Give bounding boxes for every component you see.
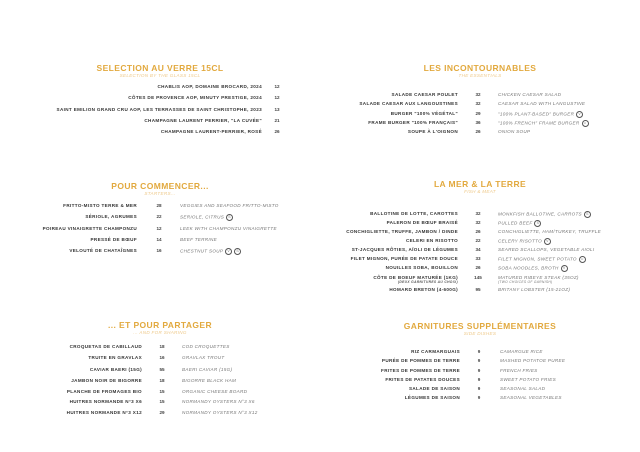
item-name-text: LÉGUMES DE SAISON (404, 395, 460, 400)
seasonal-icon: S (534, 220, 541, 227)
item-english (498, 92, 561, 97)
item-name (0, 248, 137, 253)
item-english-text: SEASONAL SALAD (500, 386, 546, 391)
item-price: 55 (159, 367, 165, 372)
item-english (500, 377, 556, 382)
menu-item (218, 101, 585, 106)
item-name (0, 203, 137, 208)
wine-section-subtitle: SELECTION BY THE GLASS 15CL (119, 73, 201, 78)
item-english (498, 111, 583, 118)
item-english (500, 349, 543, 354)
item-price: 12 (274, 95, 280, 100)
item-english-text: SEARED SCALLOPS, VEGETABLE AIOLI (498, 247, 595, 252)
mains-section-subtitle: FISH & MEAT (464, 189, 496, 194)
item-name (0, 237, 137, 242)
item-name-text: CÔTES DE PROVENCE AOP, MINUTY PRESTIGE, 2024 (128, 95, 262, 100)
item-price: 18 (159, 378, 165, 383)
item-name-text: FRITES DE PATATES DOUCES (385, 377, 460, 382)
item-name-text: CÔTE DE BOEUF MATURÉE (1KG) (373, 275, 458, 280)
menu-item (0, 214, 233, 221)
menu-item (0, 410, 258, 415)
item-name-text: SALADE CAESAR AUX LANGOUSTINES (359, 101, 458, 106)
item-price: 22 (156, 214, 162, 219)
item-price: 14 (156, 237, 162, 242)
item-price: 32 (475, 211, 481, 216)
essentials-section-subtitle: THE ESSENTIALS (458, 73, 502, 78)
menu-item (218, 220, 541, 227)
menu-item (0, 355, 224, 360)
item-price: 26 (475, 265, 481, 270)
item-english-text: MONKFISH BALLOTINE, CARROTS (498, 211, 582, 217)
item-price: 13 (274, 107, 280, 112)
item-name-text: RIZ CARMARGUAIS (411, 349, 460, 354)
item-english-text: SOBA NOODLES, BROTH (498, 265, 559, 271)
menu-item (218, 247, 594, 252)
item-name (0, 226, 137, 231)
item-english (498, 238, 551, 245)
item-name-text: SOUPE À L'OIGNON (407, 129, 458, 134)
item-english (500, 358, 565, 363)
item-english-text: CAESAR SALAD WITH LANGUSTINE (498, 101, 586, 106)
menu-item (0, 378, 236, 383)
item-english-text: SERIOLE, CITRUS (180, 214, 225, 220)
item-price: 26 (475, 229, 481, 234)
essentials-section-title: LES INCONTOURNABLES (423, 63, 537, 73)
item-price: 9 (477, 368, 481, 373)
sides-section-title: GARNITURES SUPPLÉMENTAIRES (403, 321, 557, 331)
menu-item (0, 399, 255, 404)
item-english-note: (TWO CHOICES OF GARNISH) (498, 280, 553, 284)
item-name (220, 368, 460, 373)
item-name-text: CHAMPAGNE LAURENT PERRIER, "LA CUVÉE" (144, 118, 262, 123)
menu-item (0, 367, 232, 372)
starters-section-title: POUR COMMENCER... (111, 181, 209, 191)
item-name (220, 377, 460, 382)
item-english-text: PULLED BEEF (498, 220, 533, 226)
item-english-text: BRITANY LOBSTER (15-21OZ) (498, 287, 571, 292)
item-name (218, 111, 458, 116)
item-price: 15 (159, 389, 165, 394)
item-price: 15 (159, 399, 165, 404)
menu-item (218, 229, 601, 234)
item-price: 16 (156, 248, 162, 253)
seasonal-icon: S (584, 211, 591, 218)
item-name (0, 367, 142, 372)
item-name-text: SÉRIOLE, AGRUMES (85, 214, 137, 219)
item-english-text: BIGORRE BLACK HAM (182, 378, 237, 383)
item-english (498, 256, 586, 263)
item-english-text: LEEK WITH CHAMPONZU VINAIGRETTE (180, 226, 277, 231)
item-name-text: JAMBON NOIR DE BIGORRE (71, 378, 142, 383)
menu-item (218, 92, 561, 97)
item-english-text: NORMANDY OYSTERS N°3 X12 (182, 410, 258, 415)
item-english (500, 368, 538, 373)
menu-item (220, 358, 565, 363)
menu-item (218, 275, 579, 284)
item-price: 12 (156, 226, 162, 231)
item-english (498, 120, 589, 127)
menu-item (22, 84, 282, 89)
item-note: (DEUX GARNITURES AU CHOIX) (397, 280, 458, 284)
sides-section-subtitle: SIDE DISHES (463, 331, 497, 336)
item-name-text: POIREAU VINAIGRETTE CHAMPONZU (42, 226, 137, 231)
item-english-text: SEASONAL VEGETABLES (500, 395, 562, 400)
menu-item (220, 349, 543, 354)
item-name (0, 399, 142, 404)
item-price: 26 (274, 129, 280, 134)
item-name (220, 395, 460, 400)
item-name-text: HOMARD BRETON (4-600G) (389, 287, 458, 292)
item-english-text: CAMARGUE RICE (500, 349, 543, 354)
item-english (498, 220, 541, 227)
item-price: 34 (475, 247, 481, 252)
item-name (0, 389, 142, 394)
item-english-text: VEGGIES AND SEAFOOD FRITTO-MISTO (180, 203, 279, 208)
item-english-text: FRENCH FRIES (500, 368, 538, 373)
vegetarian-icon: V (576, 111, 583, 118)
item-name (218, 265, 458, 270)
item-name-text: PURÉE DE POMMES DE TERRE (381, 358, 460, 363)
item-name (218, 238, 458, 243)
item-name (220, 386, 460, 391)
item-price: 9 (477, 377, 481, 382)
item-price: 9 (477, 358, 481, 363)
item-price: 32 (475, 92, 481, 97)
item-name (218, 211, 458, 216)
seasonal-icon: S (234, 248, 241, 255)
mains-section-title: LA MER & LA TERRE (433, 179, 527, 189)
item-name-text: CROQUETAS DE CABILLAUD (69, 344, 142, 349)
item-name-text: HUITRES NORMANDE N°3 X12 (66, 410, 142, 415)
item-english (180, 203, 279, 208)
menu-item (218, 265, 568, 272)
item-name (220, 358, 460, 363)
menu-item (220, 368, 538, 373)
item-english (498, 211, 591, 218)
item-english-text: MASHED POTATOE PUREE (500, 358, 566, 363)
item-english-text: CHESTNUT SOUP (180, 248, 224, 254)
item-price: 26 (475, 129, 481, 134)
item-english (498, 247, 594, 252)
item-name-text: ST-JACQUES RÔTIES, AÏOLI DE LÉGUMES (351, 247, 458, 252)
menu-item (220, 386, 545, 391)
item-name (22, 84, 262, 89)
menu-item (0, 389, 247, 394)
item-price: 36 (475, 120, 481, 125)
item-name (218, 92, 458, 97)
item-name-text: VELOUTÉ DE CHATAÎGNES (69, 248, 137, 253)
item-name (218, 287, 458, 292)
menu-item (220, 377, 556, 382)
item-english (498, 265, 568, 272)
menu-item (220, 395, 562, 400)
item-name (218, 101, 458, 106)
item-name (0, 214, 137, 219)
item-english-text: COD CROQUETTES (182, 344, 230, 349)
item-name (218, 256, 458, 261)
item-english (500, 386, 545, 391)
item-name (218, 129, 458, 134)
item-english-text: CHICKEN CAESAR SALAD (498, 92, 562, 97)
item-name (0, 410, 142, 415)
item-name (0, 378, 142, 383)
item-english (498, 129, 530, 134)
item-english-text: MATURED RIBEYE STEAK (35OZ) (498, 275, 579, 280)
menu-item (218, 256, 586, 263)
item-price: 32 (475, 101, 481, 106)
item-english-text: BEEF TERRINE (180, 237, 217, 242)
item-name (0, 344, 142, 349)
vegetarian-icon: V (544, 238, 551, 245)
menu-item (218, 287, 570, 292)
item-english-text: FILET MIGNON, SWEET POTATO (498, 256, 577, 262)
menu-item (0, 344, 230, 349)
item-name (218, 229, 458, 234)
item-name-text: PRESSÉ DE BŒUF (90, 237, 137, 242)
menu-item (218, 129, 530, 134)
item-english (498, 275, 579, 284)
item-english-text: "100% PLANT-BASED" BURGER (498, 111, 575, 117)
smiley-icon: ☺ (583, 121, 587, 125)
menu-item (218, 211, 591, 218)
item-name-text: FRAME BURGER "100% FRANÇAIS" (368, 120, 458, 125)
item-english-text: ORGANIC CHEESE BOARD (182, 389, 248, 394)
item-english (498, 101, 585, 106)
item-name-text: FRITES DE POMMES DE TERRE (381, 368, 460, 373)
item-english-text: GRAVLAX TROUT (182, 355, 225, 360)
item-english (498, 287, 570, 292)
item-name-text: PALERON DE BŒUF BRAISÉ (386, 220, 458, 225)
menu-item (218, 238, 551, 245)
item-price: 32 (475, 220, 481, 225)
item-price: 9 (477, 395, 481, 400)
item-price: 145 (474, 275, 482, 280)
item-name-text: NOUILLES SOBA, BOUILLON (385, 265, 458, 270)
item-name-text: SALADE CAESAR POULET (391, 92, 458, 97)
item-name-text: CAVIAR BAERI (15G) (89, 367, 142, 372)
item-price: 18 (159, 344, 165, 349)
item-name (218, 120, 458, 125)
item-price: 22 (475, 238, 481, 243)
menu-item (218, 120, 589, 127)
vegetarian-icon: V (561, 265, 568, 272)
item-name (220, 349, 460, 354)
item-english (180, 237, 217, 242)
item-name-text: TRUITE EN GRAVLAX (88, 355, 142, 360)
vegetarian-icon: V (225, 248, 232, 255)
item-english-text: BAERI CAVIAR (15G) (182, 367, 233, 372)
item-price: 16 (159, 355, 165, 360)
smiley-icon: ☺ (580, 257, 585, 261)
item-english-text: CONCHIGLIETTE, HAM/TURKEY, TRUFFLE (498, 229, 601, 234)
item-english-text: SWEET POTATO FRIES (500, 377, 556, 382)
item-name (218, 275, 458, 284)
item-name (218, 247, 458, 252)
item-english-text: "100% FRENCH" FRAME BURGER (498, 120, 580, 126)
sharing-section-title: ... ET POUR PARTAGER (107, 320, 213, 330)
item-price: 29 (475, 111, 481, 116)
menu-item (0, 203, 279, 208)
item-name-text: SALADE DE SAISON (408, 386, 460, 391)
item-name-text: FILET MIGNON, PURÉE DE PATATE DOUCE (350, 256, 458, 261)
item-price: 28 (156, 203, 162, 208)
item-english (182, 410, 258, 415)
item-price: 29 (159, 410, 165, 415)
item-name-text: PLANCHE DE FROMAGES BIO (66, 389, 142, 394)
item-english (500, 395, 562, 400)
item-name (218, 220, 458, 225)
sharing-section-subtitle: ... AND FOR SHARING (133, 330, 187, 335)
item-price: 21 (274, 118, 280, 123)
item-name-text: FRITTO-MISTO TERRE & MER (63, 203, 137, 208)
item-name-text: SAINT EMILION GRAND CRU AOP, LES TERRASSES DE SAINT CHRISTOPHE, 2023 (56, 107, 262, 112)
item-name-text: CHABLIS AOP, DOMAINE BROCARD, 2024 (157, 84, 262, 89)
item-price: 12 (274, 84, 280, 89)
item-english-text: CELERY RISOTTO (498, 238, 542, 244)
item-name-text: CONCHIGLIETTE, TRUFFE, JAMBON / DINDE (346, 229, 458, 234)
item-english-text: NORMANDY OYSTERS N°3 X6 (182, 399, 255, 404)
item-name-text: CHAMPAGNE LAURENT-PERRIER, ROSÉ (160, 129, 262, 134)
item-name-text: HUITRES NORMANDE N°3 X6 (69, 399, 142, 404)
item-price: 9 (477, 349, 481, 354)
menu-item (0, 237, 217, 242)
item-english (498, 229, 601, 234)
item-name-text: CELERI EN RISOTTO (405, 238, 458, 243)
item-price: 9 (477, 386, 481, 391)
menu-item (0, 248, 241, 255)
starters-section-subtitle: STARTERS... (144, 191, 176, 196)
item-name (0, 355, 142, 360)
item-name-text: BALLOTINE DE LOTTE, CAROTTES (370, 211, 458, 216)
item-price: 95 (475, 287, 481, 292)
menu-item (218, 111, 583, 118)
item-english (182, 355, 224, 360)
item-english-text: ONION SOUP (498, 129, 531, 134)
seasonal-icon: S (226, 214, 233, 221)
item-name-text: BURGER "100% VÉGÉTAL" (390, 111, 458, 116)
wine-section-title: SELECTION AU VERRE 15CL (96, 63, 224, 73)
item-price: 33 (475, 256, 481, 261)
